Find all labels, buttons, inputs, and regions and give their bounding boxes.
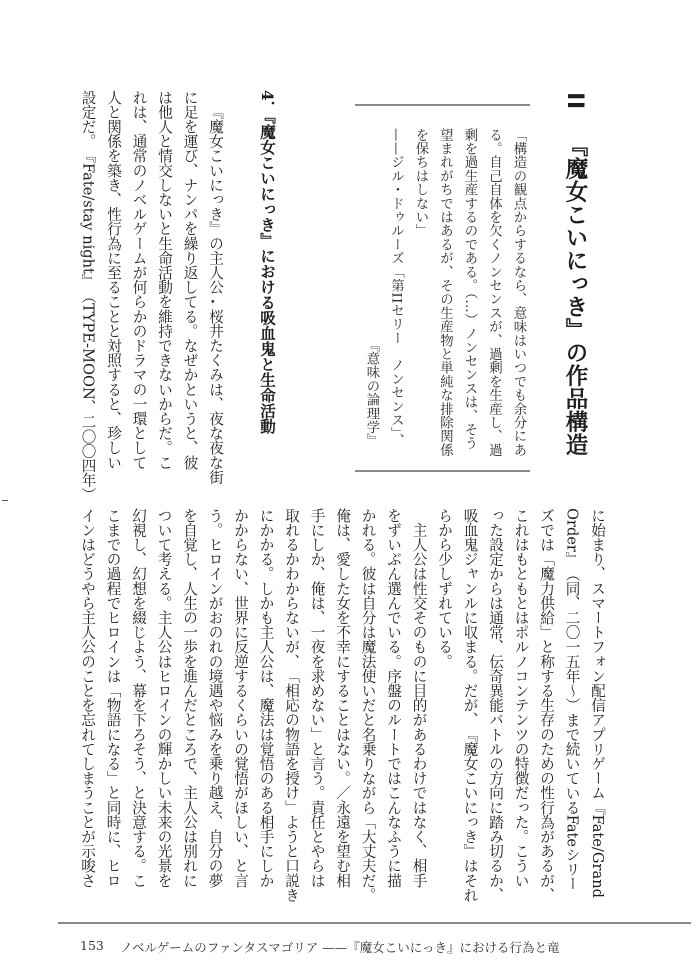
epigraph-line: 剰を過生産するのである。（…）ノンセンスは、そう [462, 128, 477, 451]
epigraph [358, 128, 530, 457]
body-line: 人と関係を築き、性行為に至ることと対照すると、珍しい [105, 90, 122, 470]
body-line: らから少しずれている。 [436, 508, 453, 669]
body-line: Order』（同、二〇一五年〜）まで続いているFateシリー [563, 508, 581, 891]
epigraph-bottom-rule [355, 470, 530, 472]
body-line: をずいぶん選んでいる。序盤のルートではこんなふうに描 [385, 508, 402, 888]
chapter-title-text: 『魔女こいにっき』の作品構造 [562, 134, 588, 456]
body-line: インはどうやら主人公のことを忘れてしまうことが示唆さ [79, 508, 96, 888]
body-line: 取れるかわからないが、「相応の物語を授け」ようと口説き [283, 508, 300, 903]
body-line: かれる。彼は自分は魔法使いだと名乗りながら「大丈夫だ。 [359, 508, 377, 903]
epigraph-line: を保ちはしない」 [413, 128, 428, 238]
margin-mark [2, 500, 8, 501]
body-line: れは、通常のノベルゲームが何らかのドラマの一環として [130, 90, 148, 470]
epigraph-line: る。自己自体を欠くノンセンスが、過剰を生産し、過 [486, 128, 502, 457]
footer-rule [58, 922, 691, 924]
body-line: を自覚し、人生の一歩を進んだところで、主人公は別れに [181, 508, 198, 888]
page-number: 153 [80, 938, 104, 953]
epigraph-line: 「構造の観点からするなら、意味はいつでも余分にあ [511, 128, 526, 457]
body-line: 設定だ。『Fate/stay night』（TYPE-MOON、二〇〇四年） [79, 90, 97, 502]
section-heading-text: 4．『魔女こいにっき』における吸血鬼と生命活動 [258, 90, 277, 435]
epigraph-top-rule [355, 104, 530, 106]
body-line: 幻視し、幻想を綴じよう、幕を下ろそう、と決意する。こ [130, 508, 147, 888]
body-line: 『魔女こいにっき』の主人公・桜井たくみは、夜な夜な街 [207, 90, 224, 485]
epigraph-source: 『意味の論理学』 [364, 338, 379, 448]
body-line: は他人と情交しないと生命活動を維持できないからだ。こ [156, 90, 173, 470]
body-line: に足を運び、ナンパを繰り返してる。なぜかというと、彼 [181, 90, 199, 470]
body-line: に始まり、スマートフォン配信アプリゲーム『Fate/Grand [589, 508, 606, 898]
chapter-title [560, 134, 590, 464]
chapter-number: II [562, 92, 588, 110]
body-line: 俺は、愛した女を不幸にすることはない。／永遠を望む相 [334, 508, 351, 888]
body-line: った設定からは通常、伝奇異能バトルの方向に踏み切るか、 [487, 508, 504, 903]
body-line: う。ヒロインがおのれの境遇や悩みを乗り越え、自分の夢 [206, 508, 224, 888]
body-line: 手にしか、俺は、一夜を求めない」と言う。責任とやらは [308, 508, 326, 888]
epigraph-attribution: ——ジル・ドゥルーズ「第IIセリー ノンセンス」、 [388, 128, 404, 448]
body-line: ついて考える。主人公はヒロインの輝かしい未来の光景を [155, 508, 173, 888]
body-line: にかかる。しかも主人公は、魔法は覚悟のある相手にしか [257, 508, 275, 888]
body-line: 主人公は性交そのものに目的があるわけではなく、相手 [410, 508, 428, 888]
body-line: かからない、世界に反逆するくらいの覚悟がほしい、と言 [232, 508, 249, 888]
body-line: こまでの過程でヒロインは「物語になる」と同時に、ヒロ [104, 508, 122, 888]
body-line: ズでは「魔力供給」と称する生存のための性行為があるが、 [538, 508, 555, 903]
section-body [75, 90, 228, 502]
body-line: これはもともとはポルノコンテンツの特徴だった。こうい [512, 508, 530, 888]
chapter-heading [560, 92, 590, 128]
section-heading [254, 90, 280, 490]
body-line: 吸血鬼ジャンルに収まる。だが、『魔女こいにっき』はそれ [461, 508, 479, 903]
running-title: ノベルゲームのファンタスマゴリア ——『魔女こいにっき』における行為と竜 [120, 940, 560, 955]
epigraph-line: 望まれがちではあるが、その生産物と単純な排除関係 [437, 128, 453, 457]
main-body [74, 508, 610, 913]
